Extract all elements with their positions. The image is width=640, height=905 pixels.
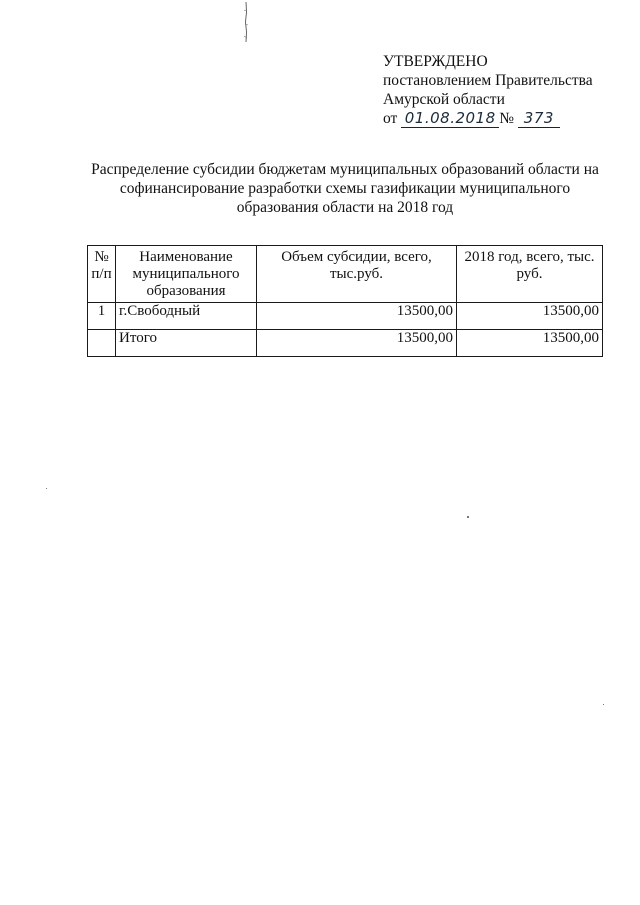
row-municipality: г.Свободный (116, 303, 257, 330)
total-row-total: 13500,00 (257, 330, 457, 357)
header-total: Объем субсидии, всего, тыс.руб. (257, 246, 457, 303)
row-total: 13500,00 (257, 303, 457, 330)
approval-date-line (383, 109, 623, 128)
scan-speck (467, 516, 469, 518)
staple-mark (241, 2, 251, 46)
approval-region: Амурской области (383, 91, 505, 108)
total-row-label: Итого (116, 330, 257, 357)
approval-heading: УТВЕРЖДЕНО (383, 53, 488, 70)
header-num (88, 246, 116, 303)
header-name: Наименование муниципального образования (116, 246, 257, 303)
scan-speck (46, 488, 47, 489)
table-row (88, 303, 603, 330)
total-row-year: 13500,00 (457, 330, 603, 357)
approval-date: 01.08.2018 (401, 110, 499, 128)
subsidy-table (87, 245, 603, 357)
approval-resolution: постановлением Правительства (383, 72, 593, 89)
from-label: от (383, 110, 398, 127)
header-num-pp: п/п (91, 266, 112, 282)
document-title: Распределение субсидии бюджетам муниципальных образований области на софинансирование разработки схемы газификации муниципального образования области на 2018 год (91, 161, 599, 216)
approval-number: 373 (518, 110, 560, 128)
approval-block (383, 52, 623, 128)
header-num-sign: № (94, 249, 109, 265)
total-row-num (88, 330, 116, 357)
scan-speck (603, 704, 604, 705)
number-label: № (499, 110, 514, 127)
table-total-row (88, 330, 603, 357)
header-year: 2018 год, всего, тыс. руб. (457, 246, 603, 303)
row-year: 13500,00 (457, 303, 603, 330)
table-header-row (88, 246, 603, 303)
row-num: 1 (88, 303, 116, 330)
